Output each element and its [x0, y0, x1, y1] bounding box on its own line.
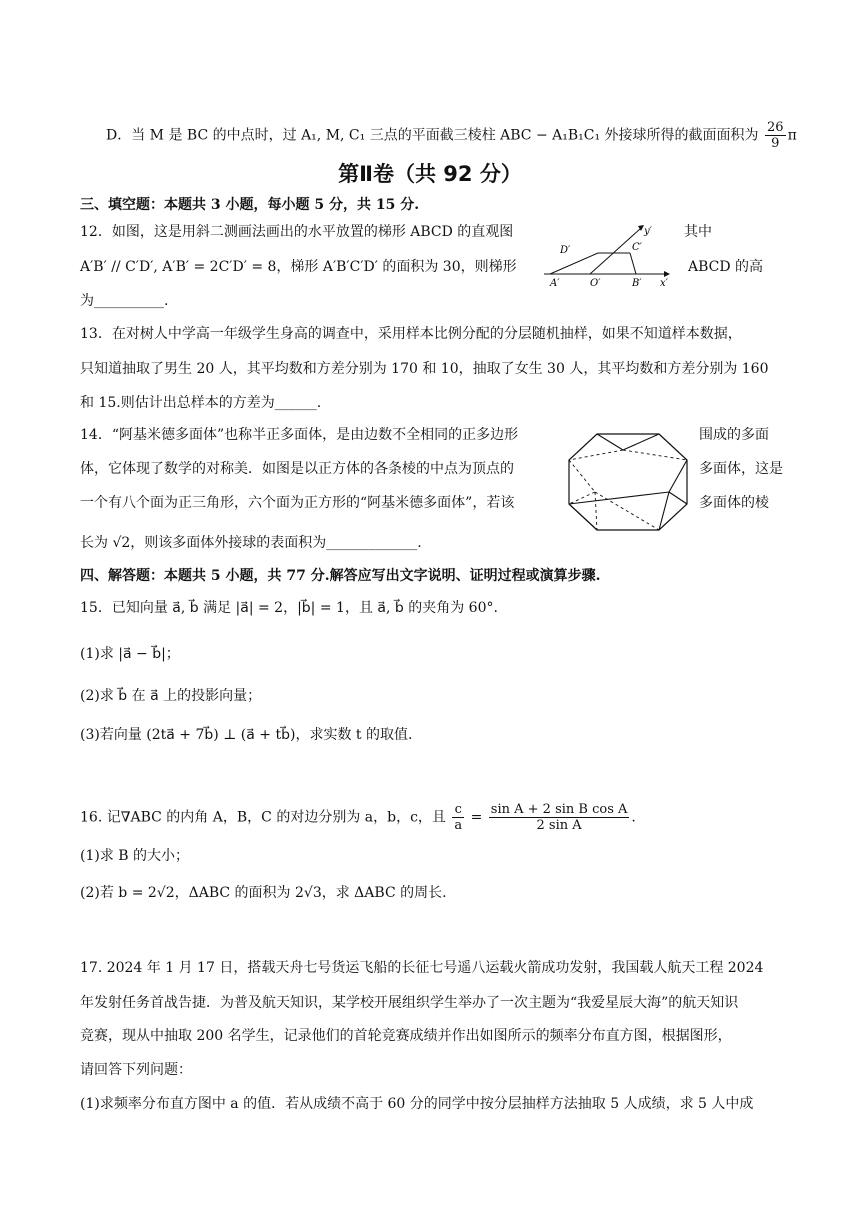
q16-period: .: [631, 809, 636, 826]
q16-fraction-sin: $\frac{\text{sin A + 2 sin B cos A}}{\text{2 sin A}}$: [490, 802, 628, 833]
q12-line-1: 12．如图，这是用斜二测画法画出的水平放置的梯形 ABCD 的直观图: [80, 224, 514, 240]
label-c: C′: [632, 242, 642, 253]
section-3-header: 三、填空题：本题共 3 小题，每小题 5 分，共 15 分.: [80, 197, 420, 213]
q17-line-4: 请回答下列问题：: [80, 1062, 192, 1078]
option-d: [106, 120, 797, 151]
q14-line-1: 14．“阿基米德多面体”也称半正多面体，是由边数不全相同的正多边形: [80, 427, 519, 443]
q15-line-4: (3)若向量 (2ta⃗ + 7b⃗) ⊥ (a⃗ + tb⃗)，求实数 t 的取值.: [80, 727, 413, 743]
q14-line-1-right: 围成的多面: [699, 427, 769, 443]
trapezoid-figure: [538, 220, 678, 290]
label-o: O′: [590, 278, 601, 289]
q13-line-2: 只知道抽取了男生 20 人，其平均数和方差分别为 170 和 10，抽取了女生 30 人，其平均数和方差分别为 160: [80, 361, 769, 377]
q14-line-2-right: 多面体，这是: [699, 461, 783, 477]
label-d: D′: [560, 245, 571, 256]
q13-line-3: 和 15.则估计出总样本的方差为______.: [80, 395, 322, 411]
q16-equals: =: [470, 809, 483, 826]
q16-line-2: (1)求 B 的大小；: [80, 848, 190, 864]
q15-line-2: (1)求 |a⃗ − b⃗|；: [80, 646, 180, 662]
label-a: A′: [550, 278, 560, 289]
q12-line-2-right: ABCD 的高: [688, 259, 764, 275]
q15-line-3: (2)求 b⃗ 在 a⃗ 上的投影向量；: [80, 688, 262, 704]
option-d-text: D．当 M 是 BC 的中点时，过 A₁, M, C₁ 三点的平面截三棱柱 ABC − A₁B₁C₁ 外接球所得的截面面积为: [106, 127, 759, 144]
q15-line-1: 15．已知向量 a⃗, b⃗ 满足 |a⃗| = 2，|b⃗| = 1，且 a⃗, b⃗ 的夹角为 60°.: [80, 600, 498, 616]
q14-line-3: 一个有八个面为正三角形，六个面为正方形的“阿基米德多面体”，若该: [80, 495, 515, 511]
label-x: x′: [660, 278, 668, 289]
option-d-fraction: $\frac{26}{9}$: [767, 120, 784, 151]
q14-line-2: 体，它体现了数学的对称美．如图是以正方体的各条棱的中点为顶点的: [80, 461, 514, 477]
q14-line-4: 长为 √2，则该多面体外接球的表面积为_____________.: [80, 535, 422, 551]
q17-line-2: 年发射任务首战告捷．为普及航天知识，某学校开展组织学生举办了一次主题为“我爱星辰大海”的航天知识: [80, 995, 739, 1011]
label-b: B′: [632, 278, 642, 289]
q16-fraction-c-over-a: $\frac{c}{a}$: [454, 802, 463, 833]
section-4-header: 四、解答题：本题共 5 小题，共 77 分.解答应写出文字说明、证明过程或演算步骤.: [80, 568, 601, 584]
option-d-pi: π: [787, 127, 797, 144]
label-y: y′: [644, 226, 652, 237]
section-title: 第Ⅱ卷（共 92 分）: [338, 162, 522, 186]
q17-line-3: 竞赛，现从中抽取 200 名学生，记录他们的首轮竞赛成绩并作出如图所示的频率分布直方图，根据图形，: [80, 1028, 732, 1044]
q16-line-3: (2)若 b = 2√2，ΔABC 的面积为 2√3，求 ΔABC 的周长.: [80, 885, 447, 901]
q12-line-2: A′B′ // C′D′, A′B′ = 2C′D′ = 8，梯形 A′B′C′D′ 的面积为 30，则梯形: [80, 259, 517, 275]
cuboctahedron-figure: [565, 432, 691, 532]
q16-line-1: [80, 802, 636, 833]
q17-line-5: (1)求频率分布直方图中 a 的值．若从成绩不高于 60 分的同学中按分层抽样方法抽取 5 人成绩，求 5 人中成: [80, 1096, 754, 1112]
q14-line-3-right: 多面体的棱: [699, 495, 769, 511]
q12-line-3: 为__________.: [80, 293, 169, 309]
q17-line-1: 17. 2024 年 1 月 17 日，搭载天舟七号货运飞船的长征七号遥八运载火箭成功发射，我国载人航天工程 2024: [80, 960, 764, 976]
q13-line-1: 13．在对树人中学高一年级学生身高的调查中，采用样本比例分配的分层随机抽样，如果不知道样本数据，: [80, 326, 742, 342]
q12-line-1-right: 其中: [684, 224, 712, 240]
q16-line-1-text: 16. 记∇ABC 的内角 A，B，C 的对边分别为 a，b，c，且: [80, 809, 446, 826]
